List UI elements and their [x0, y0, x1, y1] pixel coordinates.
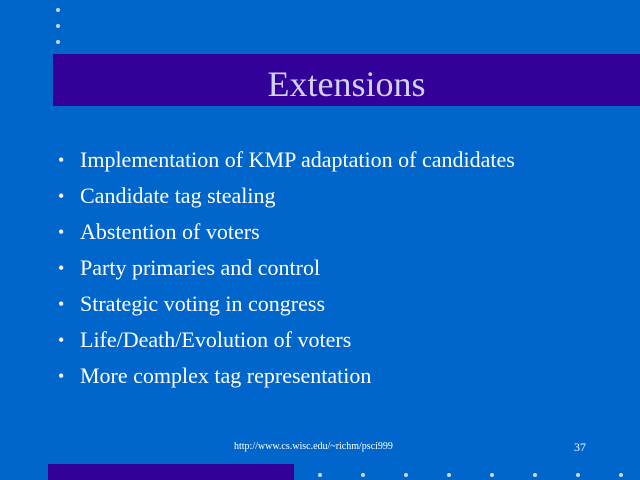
bullet-icon: •: [58, 186, 65, 206]
bullet-icon: •: [58, 366, 65, 386]
bullet-text: Strategic voting in congress: [80, 291, 326, 316]
slide-title: Extensions: [267, 64, 426, 104]
bullet-icon: •: [58, 150, 65, 170]
decorative-dot: [490, 473, 494, 477]
bullet-icon: •: [58, 222, 65, 242]
bullet-list: [58, 142, 515, 394]
decorative-dot: [447, 473, 451, 477]
page-number: 37: [574, 440, 586, 454]
bullet-item: [58, 286, 515, 322]
decorative-dot: [56, 40, 60, 44]
decorative-dots-top: [56, 8, 62, 56]
decorative-dot: [318, 473, 322, 477]
bullet-item: [58, 358, 515, 394]
bullet-item: [58, 322, 515, 358]
decorative-dot: [56, 8, 60, 12]
title-bar: [53, 54, 640, 106]
bullet-icon: •: [58, 330, 65, 350]
decorative-dot: [576, 473, 580, 477]
bullet-text: Life/Death/Evolution of voters: [80, 327, 352, 352]
bullet-item: [58, 250, 515, 286]
decorative-dot: [533, 473, 537, 477]
decorative-dot: [404, 473, 408, 477]
decorative-dot: [56, 24, 60, 28]
bullet-item: [58, 142, 515, 178]
bullet-icon: •: [58, 294, 65, 314]
bullet-text: Party primaries and control: [80, 255, 321, 280]
bottom-accent-bar: [48, 464, 294, 480]
bullet-item: [58, 178, 515, 214]
bullet-text: Implementation of KMP adaptation of candidates: [80, 147, 515, 172]
decorative-dot: [619, 473, 623, 477]
bullet-icon: •: [58, 258, 65, 278]
bullet-text: More complex tag representation: [80, 363, 372, 388]
footer-url: http://www.cs.wisc.edu/~richm/psci999: [234, 441, 393, 452]
bullet-text: Candidate tag stealing: [80, 183, 276, 208]
bullet-item: [58, 214, 515, 250]
bullet-text: Abstention of voters: [80, 219, 260, 244]
decorative-dot: [361, 473, 365, 477]
